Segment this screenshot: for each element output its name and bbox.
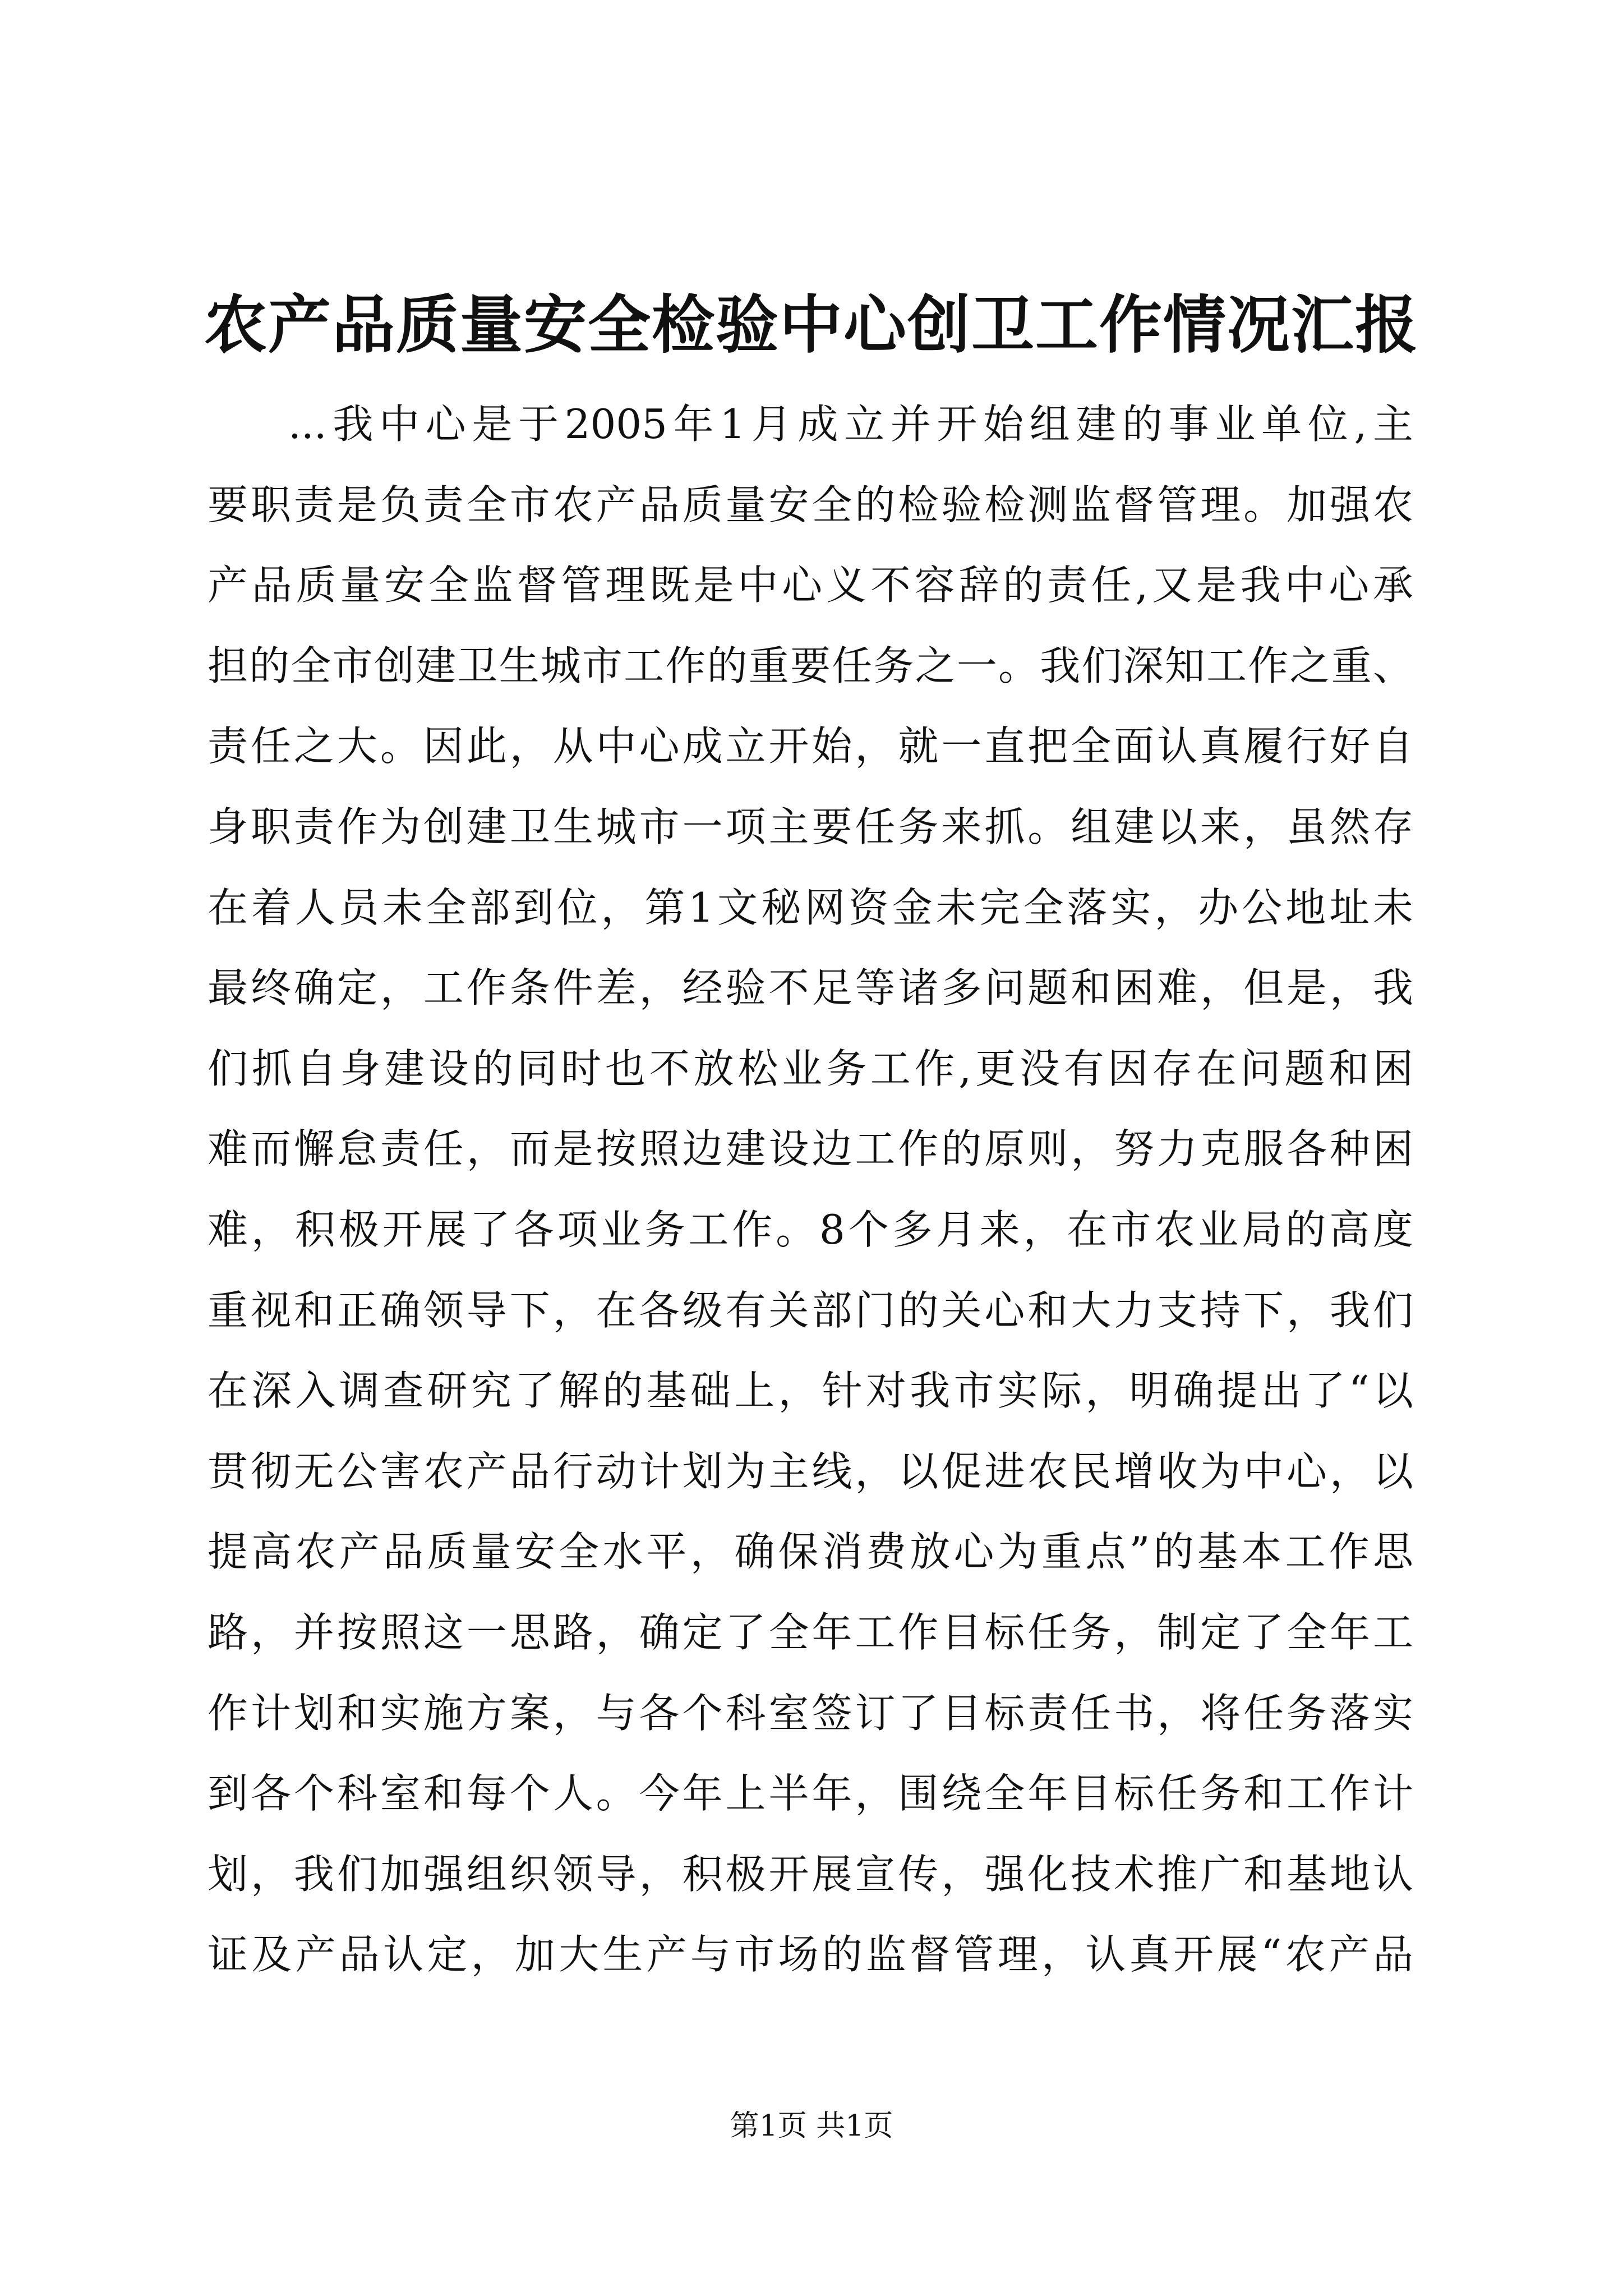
page-footer: 第1页 共1页 — [730, 2109, 893, 2143]
document-body — [208, 384, 1413, 1995]
body-line: 划，我们加强组织领导，积极开展宣传，强化技术推广和基地认 — [208, 1850, 1413, 1898]
body-line: ...我中心是于2005年1月成立并开始组建的事业单位,主 — [288, 401, 1413, 448]
body-line: 在深入调查研究了解的基础上，针对我市实际，明确提出了“以 — [208, 1367, 1413, 1415]
body-line: 重视和正确领导下，在各级有关部门的关心和大力支持下，我们 — [208, 1286, 1413, 1334]
body-line: 难而懈怠责任，而是按照边建设边工作的原则，努力克服各种困 — [208, 1125, 1413, 1173]
body-line: 贯彻无公害农产品行动计划为主线，以促进农民增收为中心，以 — [208, 1447, 1413, 1495]
body-line: 路，并按照这一思路，确定了全年工作目标任务，制定了全年工 — [208, 1608, 1413, 1656]
body-line: 担的全市创建卫生城市工作的重要任务之一。我们深知工作之重、 — [208, 642, 1413, 689]
body-line: 要职责是负责全市农产品质量安全的检验检测监督管理。加强农 — [208, 481, 1413, 528]
body-line: 证及产品认定，加大生产与市场的监督管理，认真开展“农产品 — [208, 1931, 1413, 1978]
body-line: 产品质量安全监督管理既是中心义不容辞的责任,又是我中心承 — [208, 562, 1413, 609]
body-line: 最终确定，工作条件差，经验不足等诸多问题和困难，但是，我 — [208, 964, 1413, 1012]
body-line: 们抓自身建设的同时也不放松业务工作,更没有因存在问题和困 — [208, 1045, 1413, 1092]
body-line: 难，积极开展了各项业务工作。8个多月来，在市农业局的高度 — [208, 1205, 1413, 1253]
body-line: 到各个科室和每个人。今年上半年，围绕全年目标任务和工作计 — [208, 1770, 1413, 1818]
body-line: 提高农产品质量安全水平，确保消费放心为重点”的基本工作思 — [208, 1528, 1413, 1576]
body-line: 作计划和实施方案，与各个科室签订了目标责任书，将任务落实 — [208, 1689, 1413, 1737]
body-line: 身职责作为创建卫生城市一项主要任务来抓。组建以来，虽然存 — [208, 803, 1413, 850]
body-line: 责任之大。因此，从中心成立开始，就一直把全面认真履行好自 — [208, 723, 1413, 770]
document-title: 农产品质量安全检验中心创卫工作情况汇报 — [204, 288, 1419, 362]
body-line: 在着人员未全部到位，第1文秘网资金未完全落实，办公地址未 — [208, 884, 1413, 931]
